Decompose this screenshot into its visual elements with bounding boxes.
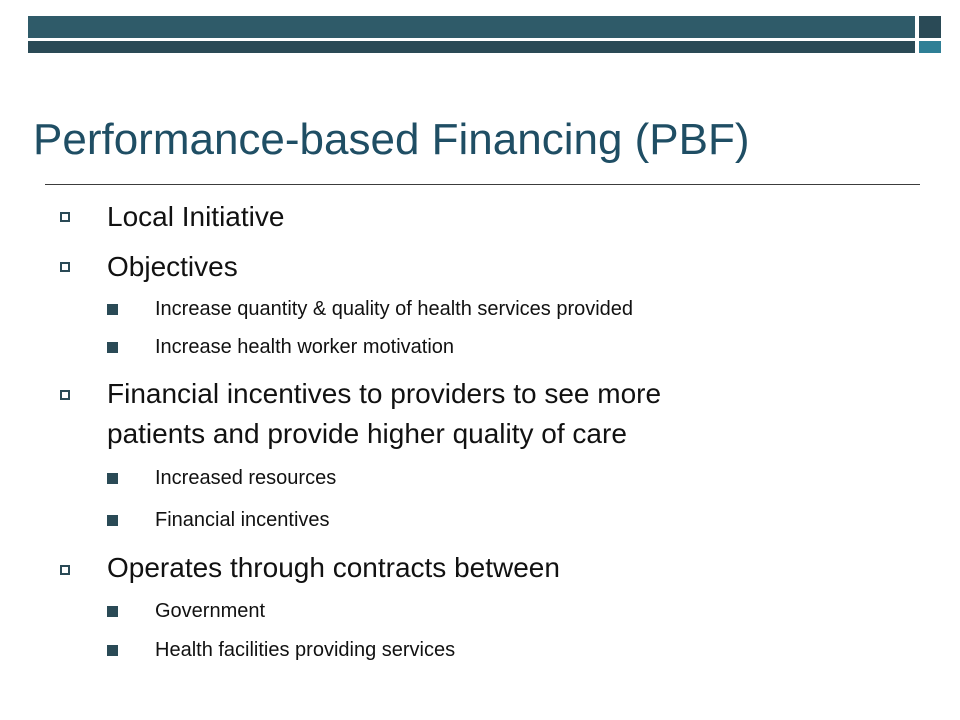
bullet-financial-incentives-line1: Financial incentives to providers to see more <box>107 378 662 409</box>
sub-bullet-increased-resources: Increased resources <box>155 467 337 489</box>
filled-square-bullet-icon <box>107 473 118 484</box>
sub-bullet-financial-incentives: Financial incentives <box>155 509 330 531</box>
filled-square-bullet-icon <box>107 606 118 617</box>
filled-square-bullet-icon <box>107 304 118 315</box>
bullet-local-initiative: Local Initiative <box>107 201 285 232</box>
filled-square-bullet-icon <box>107 515 118 526</box>
filled-square-bullet-icon <box>107 645 118 656</box>
hollow-square-bullet-icon <box>60 390 70 400</box>
hollow-square-bullet-icon <box>60 262 70 272</box>
sub-bullet-health-facilities: Health facilities providing services <box>155 639 456 661</box>
sub-bullet-government: Government <box>155 600 266 622</box>
filled-square-bullet-icon <box>107 342 118 353</box>
sub-bullet-quantity-quality: Increase quantity & quality of health services provided <box>155 298 634 320</box>
hollow-square-bullet-icon <box>60 565 70 575</box>
bullet-objectives: Objectives <box>107 251 238 282</box>
hollow-square-bullet-icon <box>60 212 70 222</box>
slide-title: Performance-based Financing (PBF) <box>33 115 750 164</box>
bullet-operates-through-contracts: Operates through contracts between <box>107 552 560 583</box>
bullet-financial-incentives-line2: patients and provide higher quality of care <box>107 418 627 449</box>
sub-bullet-worker-motivation: Increase health worker motivation <box>155 336 455 358</box>
